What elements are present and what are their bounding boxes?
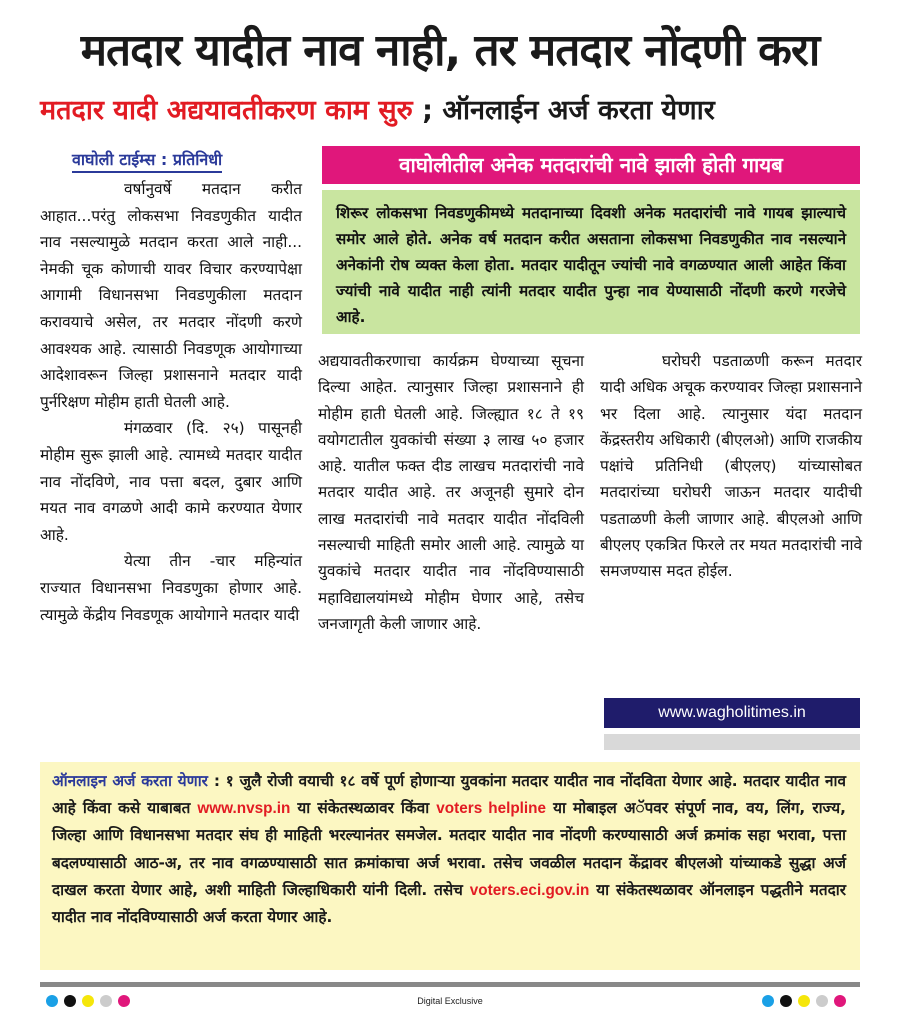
middle-paragraph: अद्ययावतीकरणाचा कार्यक्रम घेण्याच्या सूचना दिल्या आहेत. त्यानुसार जिल्हा प्रशासनाने ही मोहीम हाती घेतली आहे. जिल्ह्यात १८ ते १९ वयोगटातील युवकांची संख्या ३ लाख ५० हजार आहे. यातील फक्त दीड लाखच मतदारांची नावे मतदार यादीत आहे. तर अजूनही सुमारे दोन लाख मतदारांची नावे मतदार यादीत नोंदविली नसल्याची माहिती समोर आली आहे. त्यामुळे या युवकांचे मतदार यादीत नाव नोंदविण्यासाठी महाविद्यालयांमध्ये मोहीम घेणार आहे, तसेच जनजागृती केली जाणार आहे. [318,352,584,633]
nvsp-link: www.nvsp.in [197,800,291,818]
online-box-text-4: या संकेतस्थळावर ऑनलाइन पद्धतीने मतदार यादीत नाव नोंदविण्यासाठी अर्ज करता येणार आहे. [52,880,846,927]
left-paragraph-3: येत्या तीन -चार महिन्यांत राज्यात विधानसभा निवडणुका होणार आहे. त्यामुळे केंद्रीय निवडणूक आयोगाने मतदार यादी [40,552,302,624]
bottom-rule [40,982,860,987]
sidebar-banner: वाघोलीतील अनेक मतदारांची नावे झाली होती गायब [322,146,860,184]
subhead-dark: ; ऑनलाईन अर्ज करता येणार [422,95,715,126]
yellow-dot [798,995,810,1007]
middle-column [318,348,584,637]
right-paragraph: घरोघरी पडताळणी करून मतदार यादी अधिक अचूक करण्यावर जिल्हा प्रशासनाने भर दिला आहे. त्यानुसार यंदा मतदान केंद्रस्तरीय अधिकारी (बीएलओ) आणि राजकीय पक्षांचे प्रतिनिधी (बीएलए) यांच्यासोबत मतदारांच्या घरोघरी जाऊन मतदार यादीची पडताळणी केली जाणार आहे. बीएलओ आणि बीएलए एकत्रित फिरले तर मयत मतदारांची नावे समजण्यास मदत होईल. [600,352,862,581]
green-box: शिरूर लोकसभा निवडणुकीमध्ये मतदानाच्या दिवशी अनेक मतदारांची नावे गायब झाल्याचे समोर आले होते. अनेक वर्ष मतदान करीत असताना लोकसभा निवडणुकीत नाव नसल्याने अनेकांनी रोष व्यक्त केला होता. मतदार यादीतून ज्यांची नावे वगळण्यात आली आहेत किंवा ज्यांची नावे यादीत नाही त्यांनी मतदार यादीत पुन्हा नाव येण्यासाठी नोंदणी करणे गरजेचे आहे. [322,190,860,334]
byline: वाघोली टाईम्स : प्रतिनिधी [72,148,222,173]
left-paragraph-2: मंगळवार (दि. २५) पासूनही मोहीम सुरू झाली आहे. त्यामध्ये मतदार यादीत नाव नोंदविणे, नाव पत्ता बदल, दुबार आणि मयत नाव वगळणे आदी कामे करण्यात येणार आहे. [40,419,302,544]
right-column [600,348,862,585]
online-box-text-3: या मोबाइल अॅपवर संपूर्ण नाव, वय, लिंग, राज्य, जिल्हा आणि विधानसभा मतदार संघ ही माहिती भरल्यानंतर समजेल. मतदार यादीत नाव नोंदणी करण्यासाठी अर्ज क्रमांक सहा भरावा, पत्ता बदलण्यासाठी आठ-अ, तर नाव वगळण्यासाठी सात क्रमांकाचा अर्ज भरावा. तसेच जवळील मतदान केंद्रावर बीएलओ यांच्याकडे सुद्धा अर्ज दाखल करता येणार आहे, अशी माहिती जिल्हाधिकारी यांनी दिली. तसेच [52,799,846,899]
voters-helpline-link: voters helpline [436,800,547,818]
subhead-red: मतदार यादी अद्ययावतीकरण काम सुरु [40,95,413,126]
website-banner: www.wagholitimes.in [604,698,860,728]
eci-link: voters.eci.gov.in [469,881,590,899]
online-application-box [40,762,860,970]
left-column [40,176,302,628]
magenta-dot [834,995,846,1007]
subheadline [40,90,880,127]
online-box-label: ऑनलाइन अर्ज करता येणार [52,772,208,790]
black-dot [780,995,792,1007]
left-paragraph-1: वर्षानुवर्षे मतदान करीत आहात...परंतु लोकसभा निवडणुकीत यादीत नाव नसल्यामुळे मतदान करता आले नाही... नेमकी चूक कोणाची यावर विचार करण्यापेक्षा आगामी विधानसभा निवडणुकीला मतदान करावयाचे असेल, तर मतदार नोंदणी करणे आवश्यक आहे. त्यासाठी निवडणूक आयोगाच्या आदेशावरून जिल्हा प्रशासनाने मतदार यादी पुर्नरिक्षण मोहीम हाती घेतली आहे. [40,180,302,411]
online-box-text-1: : १ जुलै रोजी वयाची १८ वर्षे पूर्ण होणाऱ्या युवकांना मतदार यादीत नाव नोंदविता येणार आहे. मतदार यादीत नाव आहे किंवा कसे याबाबत [52,772,847,818]
gray-dot [816,995,828,1007]
online-box-text-2: या संकेतस्थळावर किंवा [290,799,437,818]
footer-text: Digital Exclusive [417,996,483,1006]
registration-dots-right [762,995,846,1007]
headline: मतदार यादीत नाव नाही, तर मतदार नोंदणी करा [80,25,820,76]
cyan-dot [762,995,774,1007]
gray-divider [604,734,860,750]
